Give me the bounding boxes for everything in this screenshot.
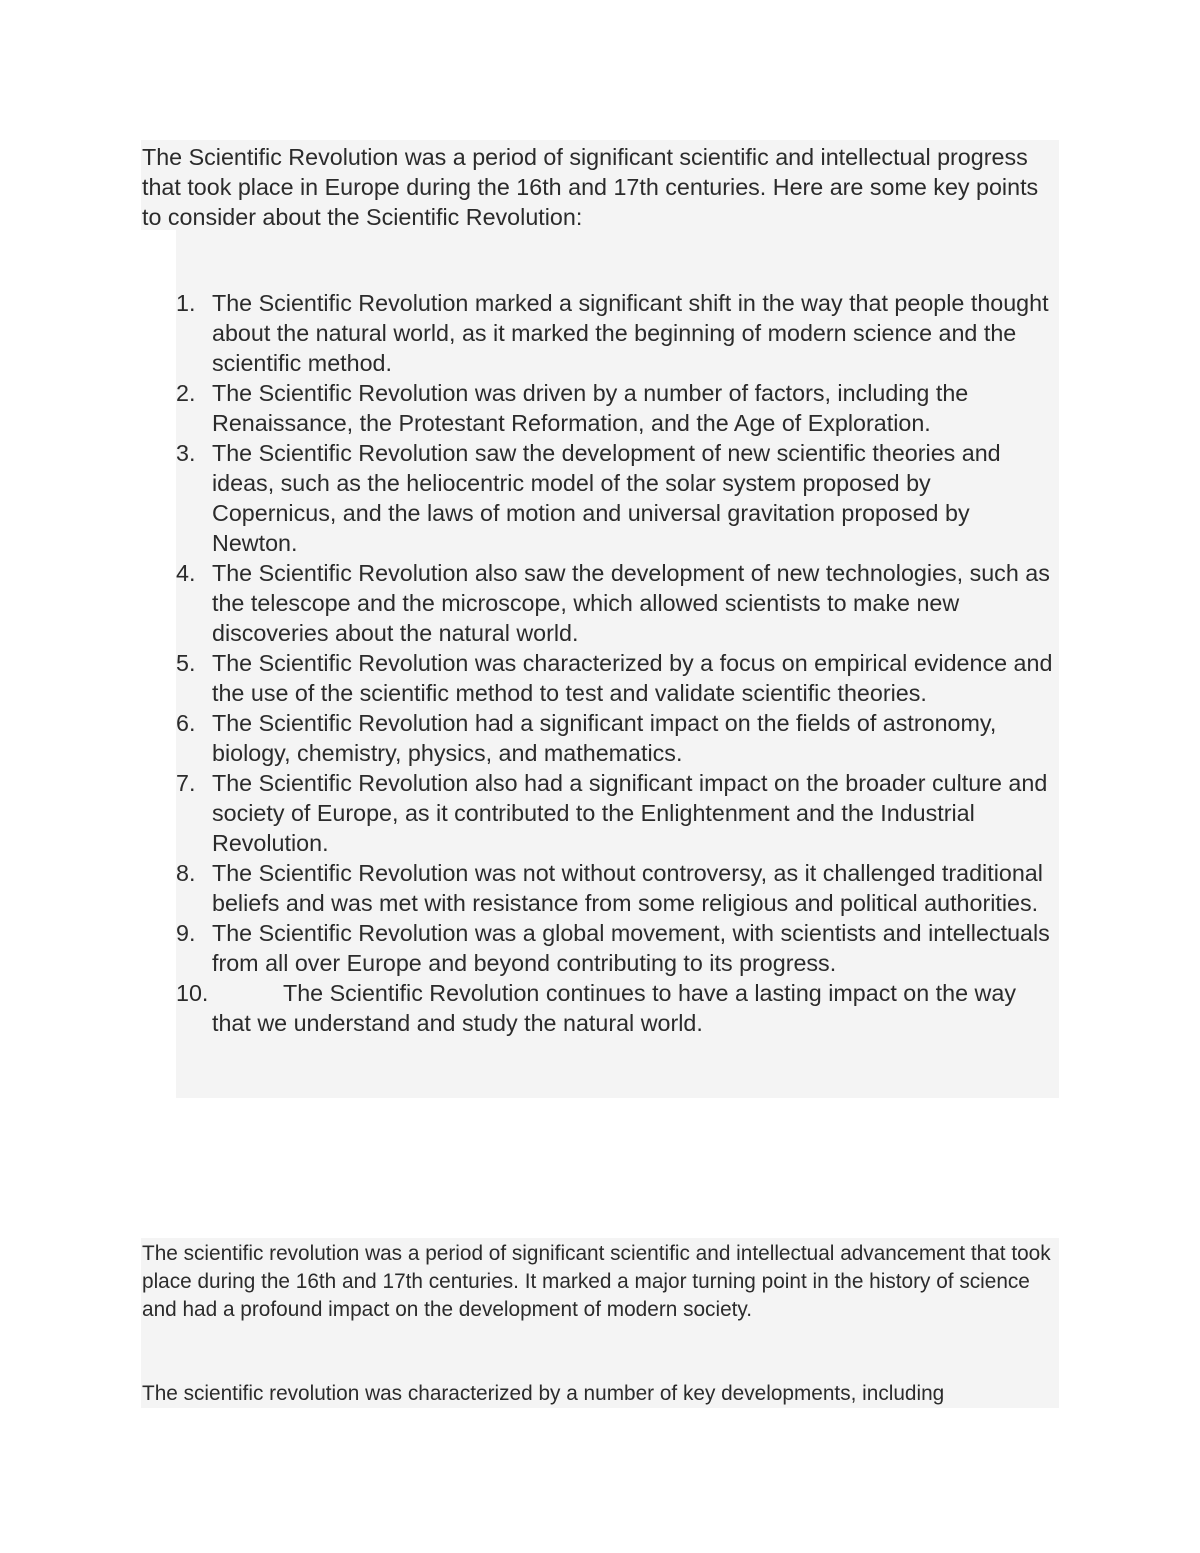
item-number: 8. [176, 860, 196, 886]
item-number: 3. [176, 440, 196, 466]
item-text: The Scientific Revolution had a significant impact on the fields of astronomy, biology, chemistry, physics, and mathematics. [212, 710, 997, 766]
item-text: The Scientific Revolution was not without controversy, as it challenged traditional beliefs and was met with resistance from some religious and political authorities. [212, 860, 1043, 916]
item-number: 6. [176, 710, 196, 736]
item-text: The Scientific Revolution marked a significant shift in the way that people thought about the natural world, as it marked the beginning of modern science and the scientific method. [212, 290, 1049, 376]
item-text: The Scientific Revolution also had a significant impact on the broader culture and society of Europe, as it contributed to the Enlightenment and the Industrial Revolution. [212, 770, 1048, 856]
intro-paragraph: The Scientific Revolution was a period of significant scientific and intellectual progress that took place in Europe during the 16th and 17th centuries. Here are some key points to consider about the Scientific Revolution: [142, 144, 1039, 230]
list-item [176, 378, 1056, 438]
paragraph: The scientific revolution was characterized by a number of key developments, including [142, 1382, 945, 1405]
item-text: The Scientific Revolution also saw the development of new technologies, such as the telescope and the microscope, which allowed scientists to make new discoveries about the natural world. [212, 560, 1050, 646]
item-number: 10. [176, 980, 209, 1006]
item-number: 9. [176, 920, 196, 946]
list-item [176, 288, 1056, 378]
list-item [176, 558, 1056, 648]
item-text: The Scientific Revolution continues to have a lasting impact on the way that we understand and study the natural world. [212, 980, 1016, 1036]
item-text: The Scientific Revolution saw the development of new scientific theories and ideas, such as the heliocentric model of the solar system proposed by Copernicus, and the laws of motion and universal gravitation proposed by Newton. [212, 440, 1001, 556]
item-text: The Scientific Revolution was characterized by a focus on empirical evidence and the use of the scientific method to test and validate scientific theories. [212, 650, 1053, 706]
list-item [176, 978, 1056, 1038]
paragraph: The scientific revolution was a period of significant scientific and intellectual advancement that took place during the 16th and 17th centuries. It marked a major turning point in the history of science and had a profound impact on the development of modern society. [142, 1242, 1051, 1321]
list-item [176, 438, 1056, 558]
item-number: 7. [176, 770, 196, 796]
list-item [176, 648, 1056, 708]
item-number: 1. [176, 290, 196, 316]
item-text: The Scientific Revolution was a global movement, with scientists and intellectuals from all over Europe and beyond contributing to its progress. [212, 920, 1050, 976]
list-item [176, 768, 1056, 858]
list-item [176, 918, 1056, 978]
list-item [176, 708, 1056, 768]
item-number: 4. [176, 560, 196, 586]
list-item [176, 858, 1056, 918]
key-points-list [176, 288, 1056, 1038]
item-number: 2. [176, 380, 196, 406]
item-number: 5. [176, 650, 196, 676]
item-text: The Scientific Revolution was driven by a number of factors, including the Renaissance, the Protestant Reformation, and the Age of Exploration. [212, 380, 969, 436]
